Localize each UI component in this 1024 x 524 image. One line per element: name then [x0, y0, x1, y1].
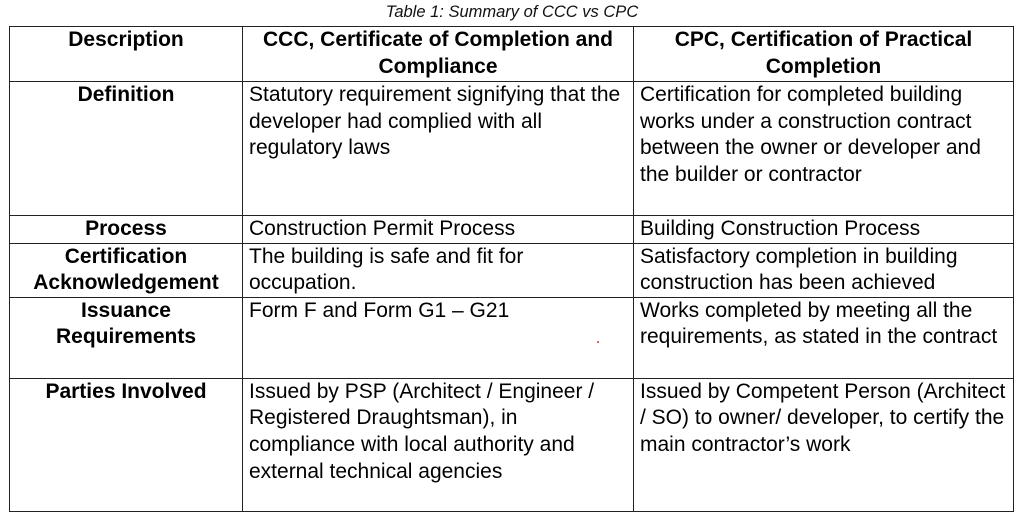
header-ccc: CCC, Certificate of Completion and Compliance — [243, 27, 634, 82]
cpc-parties: Issued by Competent Person (Architect / SO) to owner/ developer, to certify the main contractor’s work — [634, 378, 1014, 511]
row-label-process: Process — [10, 216, 243, 244]
cpc-issuance: Works completed by meeting all the requirements, as stated in the contract — [634, 297, 1014, 378]
stray-dot — [597, 341, 599, 343]
row-label-certification: Certification Acknowledgement — [10, 243, 243, 297]
row-label-issuance: Issuance Requirements — [10, 297, 243, 378]
cpc-certification: Satisfactory completion in building construction has been achieved — [634, 243, 1014, 297]
table-row-definition — [10, 82, 1014, 216]
ccc-definition: Statutory requirement signifying that the developer had complied with all regulatory laws — [243, 82, 634, 216]
ccc-process: Construction Permit Process — [243, 216, 634, 244]
summary-table — [9, 26, 1014, 512]
header-description: Description — [10, 27, 243, 82]
cpc-process: Building Construction Process — [634, 216, 1014, 244]
cpc-definition: Certification for completed building works under a construction contract between the owner or developer and the builder or contractor — [634, 82, 1014, 216]
table-header-row — [10, 27, 1014, 82]
table-row-parties — [10, 378, 1014, 511]
ccc-issuance: Form F and Form G1 – G21 — [243, 297, 634, 378]
ccc-certification: The building is safe and fit for occupation. — [243, 243, 634, 297]
table-row-process — [10, 216, 1014, 244]
table-row-certification — [10, 243, 1014, 297]
table-row-issuance — [10, 297, 1014, 378]
header-cpc: CPC, Certification of Practical Completion — [634, 27, 1014, 82]
ccc-parties: Issued by PSP (Architect / Engineer / Registered Draughtsman), in compliance with local authority and external technical agencies — [243, 378, 634, 511]
table-caption: Table 1: Summary of CCC vs CPC — [385, 3, 639, 21]
row-label-definition: Definition — [10, 82, 243, 216]
row-label-parties: Parties Involved — [10, 378, 243, 511]
